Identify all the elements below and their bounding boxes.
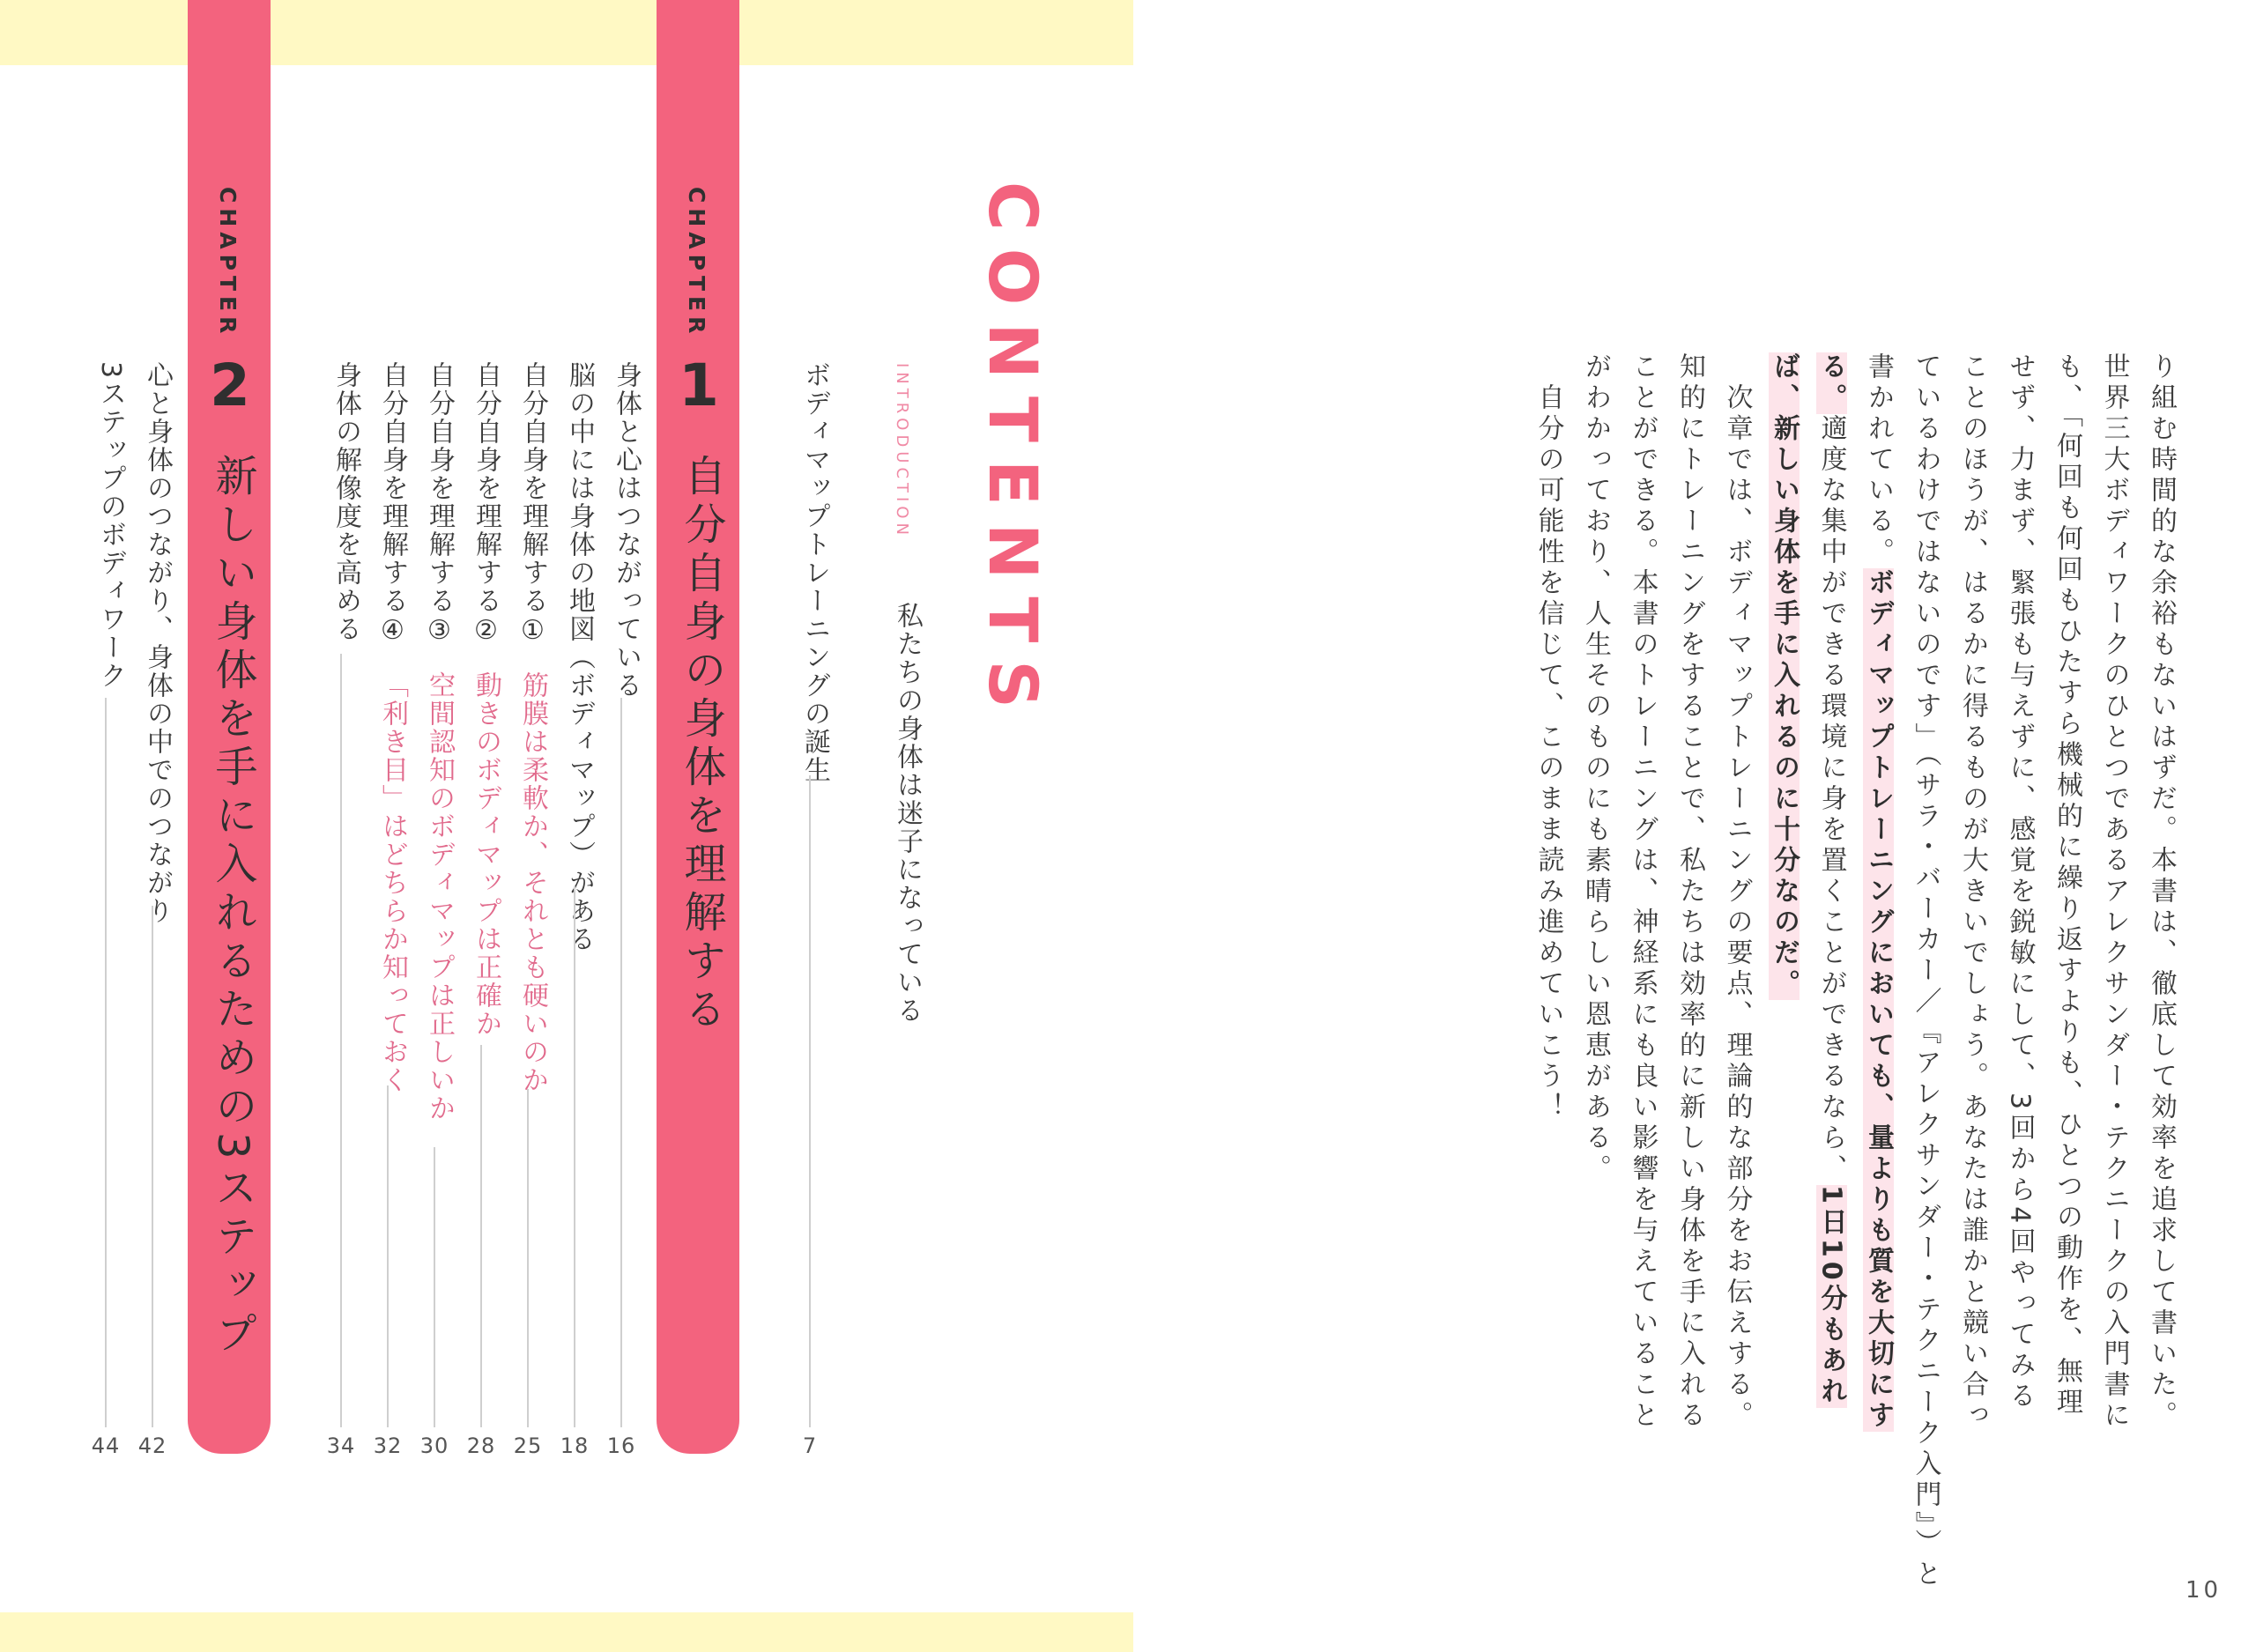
body-column: [1906, 352, 1945, 1590]
body-text-segment: も、「何回も何回もひたすら機械的に繰り返すよりも、ひとつの動作を、無理: [2052, 352, 2082, 1419]
ch1-entry-6-page: 32: [373, 1433, 403, 1458]
chapter-2-label: CHAPTER: [215, 187, 241, 339]
chapter-2-title[interactable]: 新しい身体を手に入れるための3ステップ: [208, 454, 257, 1359]
intro-entry-1[interactable]: 私たちの身体は迷子になっている: [892, 602, 923, 1025]
ch2-entry-1-leader: [152, 906, 153, 1427]
intro-entry-2-leader: [809, 775, 811, 1427]
ch2-entry-2-page: 44: [91, 1433, 121, 1458]
body-text-segment: 次章では、ボディマップトレーニングの要点、理論的な部分をお伝えする。: [1721, 352, 1753, 1432]
body-column: [1764, 352, 1803, 1000]
ch1-entry-5[interactable]: 自分自身を理解する③: [424, 361, 455, 648]
body-text-segment: 自分の可能性を信じて、このまま読み進めていこう！: [1532, 352, 1564, 1123]
ch1-entry-3[interactable]: 自分自身を理解する①: [517, 361, 548, 648]
highlighted-text: ボディマップトレーニングにおいても、量よりも質を大切にす: [1863, 568, 1894, 1432]
contents-title: CONTENTS: [974, 181, 1052, 726]
body-text-segment: 書かれている。: [1863, 352, 1894, 568]
body-column: [1529, 352, 1568, 1123]
ch1-entry-6-leader: [387, 1085, 389, 1427]
body-column: [2000, 352, 2039, 1412]
ch1-entry-6[interactable]: 自分自身を理解する④: [377, 361, 408, 648]
body-text-segment: 世界三大ボディワークのひとつであるアレクサンダー・テクニークの入門書に: [2098, 352, 2130, 1432]
ch1-entry-2-page: 18: [560, 1433, 590, 1458]
ch1-entry-4-sub: 動きのボディマップは正確か: [471, 671, 501, 1038]
chapter-1-title[interactable]: 自分自身の身体を理解する: [677, 454, 726, 1035]
ch1-entry-3-sub: 筋膜は柔軟か、それとも硬いのか: [517, 671, 548, 1094]
body-column: [2047, 352, 2086, 1419]
body-column: [1623, 352, 1662, 1432]
body-text-segment: 知的にトレーニングをすることで、私たちは効率的に新しい身体を手に入れる: [1674, 352, 1705, 1432]
ch1-entry-7[interactable]: 身体の解像度を高める: [330, 361, 361, 643]
ch1-entry-1[interactable]: 身体と心はつながっている: [611, 361, 642, 700]
page-number: 10: [2186, 1577, 2223, 1604]
body-text-segment: り組む時間的な余裕もないはずだ。本書は、徹底して効率を追求して書いた。: [2146, 352, 2177, 1432]
ch1-entry-6-sub: 「利き目」はどちらか知っておく: [377, 671, 408, 1094]
ch1-entry-1-leader: [620, 698, 622, 1427]
body-text-segment: ているわけではないのです」（サラ・バーカー／『アレクサンダー・テクニーク入門』）と: [1910, 352, 1941, 1590]
body-column: [1718, 352, 1756, 1432]
highlighted-text: る。: [1815, 352, 1847, 414]
bottom-yellow-band: [0, 1612, 1133, 1652]
body-column: [2095, 352, 2134, 1432]
ch1-entry-4-leader: [480, 1045, 482, 1427]
body-text-segment: 適度な集中ができる環境に身を置くことができるなら、: [1815, 414, 1847, 1185]
ch1-entry-4[interactable]: 自分自身を理解する②: [471, 361, 501, 648]
body-column: [1576, 352, 1614, 1185]
body-text-segment: せず、力まず、緊張も与えずに、感覚を鋭敏にして、3回から4回やってみる: [2004, 352, 2036, 1413]
ch1-entry-2-leader: [574, 886, 575, 1427]
body-text-segment: ことができる。本書のトレーニングは、神経系にも良い影響を与えていること: [1627, 352, 1659, 1432]
chapter-1-number: 1: [679, 352, 719, 419]
intro-entry-2-page: 7: [802, 1433, 818, 1458]
ch2-entry-2-leader: [105, 698, 107, 1427]
chapter-2-number: 2: [210, 352, 250, 419]
ch1-entry-2[interactable]: 脳の中には身体の地図（ボディマップ）がある: [564, 361, 595, 953]
ch1-entry-1-page: 16: [606, 1433, 636, 1458]
introduction-label: INTRODUCTION: [893, 363, 911, 539]
body-column: [2141, 352, 2180, 1432]
chapter-1-label: CHAPTER: [684, 187, 709, 339]
ch2-entry-1[interactable]: 心と身体のつながり、身体の中でのつながり: [142, 361, 173, 925]
body-text-segment: がわかっており、人生そのものにも素晴らしい恩恵がある。: [1580, 352, 1611, 1185]
body-text-segment: ことのほうが、はるかに得るものが大きいでしょう。あなたは誰かと競い合っ: [1957, 352, 1988, 1432]
ch1-entry-3-page: 25: [513, 1433, 543, 1458]
highlighted-text: ば、新しい身体を手に入れるのに十分なのだ。: [1769, 352, 1800, 1000]
body-column: [1812, 352, 1851, 1408]
intro-entry-2[interactable]: ボディマップトレーニングの誕生: [799, 361, 830, 784]
ch2-entry-2[interactable]: 3ステップのボディワーク: [95, 361, 126, 691]
top-yellow-band: [0, 0, 1133, 65]
ch1-entry-3-leader: [527, 1089, 529, 1427]
ch1-entry-5-sub: 空間認知のボディマップは正しいか: [424, 671, 455, 1122]
body-column: [1670, 352, 1709, 1432]
ch2-entry-1-page: 42: [137, 1433, 167, 1458]
body-column: [1859, 352, 1897, 1432]
highlighted-text: 1日10分もあれ: [1815, 1185, 1847, 1408]
ch1-entry-7-leader: [340, 654, 342, 1427]
ch1-entry-7-page: 34: [326, 1433, 356, 1458]
body-column: [1953, 352, 1992, 1432]
ch1-entry-5-leader: [434, 1147, 435, 1427]
ch1-entry-4-page: 28: [466, 1433, 496, 1458]
ch1-entry-5-page: 30: [419, 1433, 449, 1458]
